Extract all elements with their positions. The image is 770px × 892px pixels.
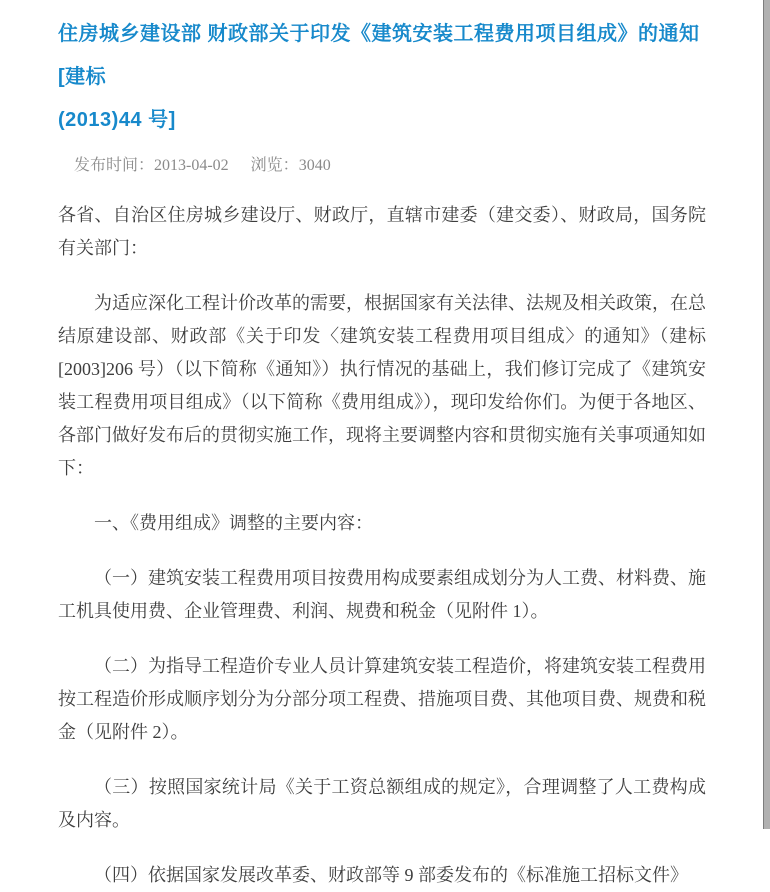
document-page [58, 0, 706, 892]
page-title [58, 13, 706, 142]
views-value: 3040 [298, 157, 331, 175]
paragraph: （四）依据国家发展改革委、财政部等 9 部委发布的《标准施工招标文件》 [94, 865, 688, 886]
publish-time-label: 发布时间： [74, 157, 155, 175]
page-title-line-1: 住房城乡建设部 财政部关于印发《建筑安装工程费用项目组成》的通知 [建标 [58, 23, 700, 88]
paragraph: 为适应深化工程计价改革的需要，根据国家有关法律、法规及相关政策，在总结原建设部、财政部《关于印发〈建筑安装工程费用项目组成〉的通知》（建标[2003]206 号）（以下简称《通知》）执行情况的基础上，我们修订完成了《建筑安装工程费用项目组成》（以下简称《费用组成》），现印发给你们。为便于各地区、各部门做好发布后的贯彻实施工作，现将主要调整内容和贯彻实施有关事项通知如下： [58, 293, 706, 479]
document-body [58, 199, 706, 892]
paragraph: （二）为指导工程造价专业人员计算建筑安装工程造价，将建筑安装工程费用按工程造价形成顺序划分为分部分项工程费、措施项目费、其他项目费、规费和税金（见附件 2）。 [58, 656, 706, 743]
page-title-line-2: (2013)44 号] [58, 109, 176, 131]
paragraph: 一、《费用组成》调整的主要内容： [94, 513, 373, 534]
paragraph: 各省、自治区住房城乡建设厅、财政厅，直辖市建委（建交委）、财政局，国务院有关部门： [58, 205, 706, 259]
paragraph: （一）建筑安装工程费用项目按费用构成要素组成划分为人工费、材料费、施工机具使用费、企业管理费、利润、规费和税金（见附件 1）。 [58, 568, 706, 622]
meta-line [74, 155, 706, 177]
scrollbar[interactable] [763, 0, 770, 829]
paragraph: （三）按照国家统计局《关于工资总额组成的规定》，合理调整了人工费构成及内容。 [58, 777, 706, 831]
views-label: 浏览： [250, 157, 299, 175]
publish-time-value: 2013-04-02 [154, 157, 229, 175]
